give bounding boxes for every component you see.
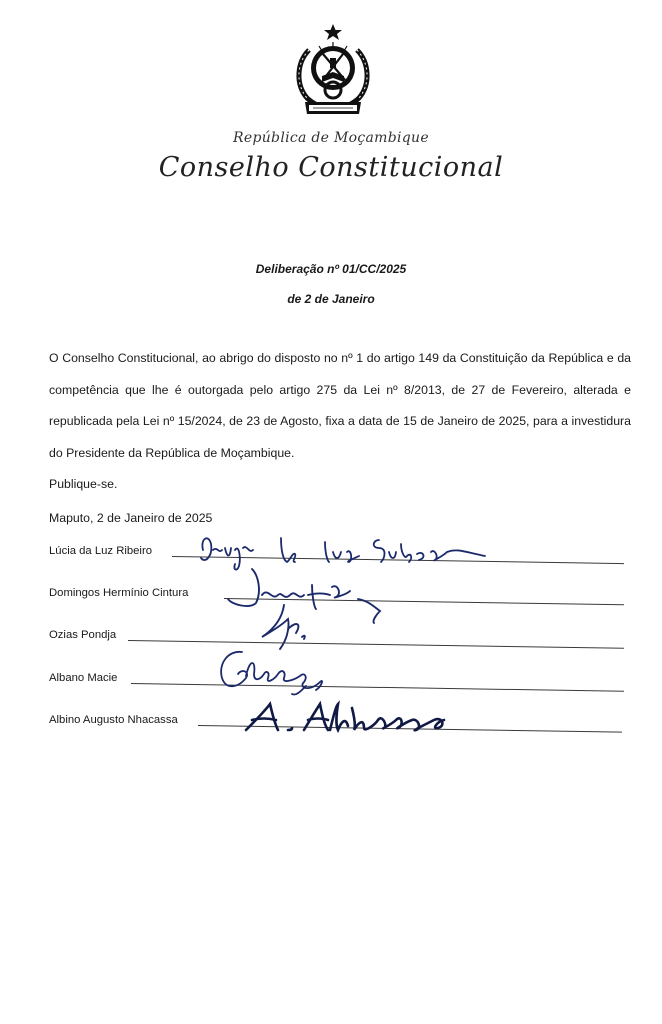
mozambique-coat-of-arms-icon: [289, 22, 377, 122]
council-heading: Conselho Constitucional: [158, 152, 504, 183]
document-body: O Conselho Constitucional, ao abrigo do disposto no nº 1 do artigo 149 da Constituição da República e da competência que lhe é outorgada pelo artigo 275 da Lei nº 8/2013, de 27 de Fevereiro, alterada e republicada pela Lei nº 15/2024, de 23 de Agosto, fixa a data de 15 de Janeiro de 2025, para a investidura do Presidente da República de Moçambique.: [49, 351, 631, 460]
signatory-name-3: Ozias Pondja: [49, 629, 117, 641]
signature-4: [212, 646, 342, 698]
signatory-name-5: Albino Augusto Nhacassa: [49, 714, 178, 726]
republic-heading: República de Moçambique: [233, 130, 429, 146]
signatory-name-4: Albano Macie: [49, 672, 118, 684]
document-date-line: de 2 de Janeiro: [287, 292, 375, 306]
document-title: Deliberação nº 01/CC/2025: [255, 262, 407, 276]
signature-line-4: [131, 683, 624, 692]
signatory-name-2: Domingos Hermínio Cintura: [49, 587, 189, 599]
publique-line: Publique-se.: [49, 477, 118, 491]
signature-5: [238, 700, 458, 740]
signatory-name-1: Lúcia da Luz Ribeiro: [49, 545, 152, 557]
place-date-line: Maputo, 2 de Janeiro de 2025: [49, 511, 213, 525]
